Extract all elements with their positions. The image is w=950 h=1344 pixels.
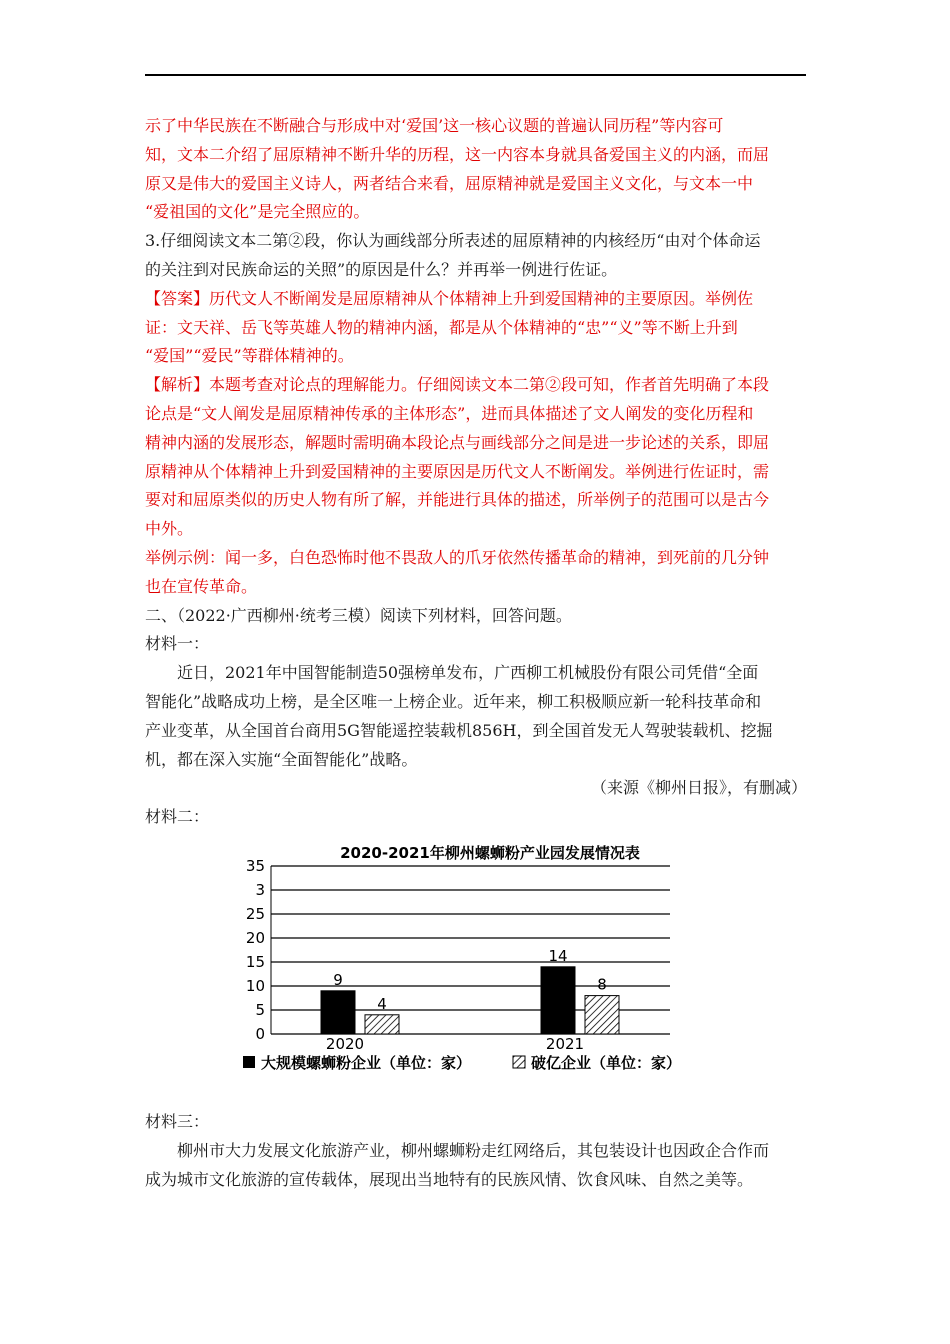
analysis-continuation-line-4: “爱祖国的文化”是完全照应的。 (145, 202, 370, 222)
example-line-2: 也在宣传革命。 (145, 576, 258, 596)
bar (365, 1015, 399, 1034)
analysis-line-6: 中外。 (145, 519, 194, 539)
analysis-continuation-line-2: 知，文本二介绍了屈原精神不断升华的历程，这一内容本身就具备爱国主义的内涵，而屈 (145, 144, 770, 164)
analysis-line-4: 原精神从个体精神上升到爱国精神的主要原因是历代文人不断阐发。举例进行佐证时，需 (145, 461, 770, 481)
y-tick-label: 15 (245, 952, 265, 971)
data-label: 14 (548, 946, 568, 965)
answer-line-3: “爱国”“爱民”等群体精神的。 (145, 346, 354, 366)
material-3-line-2: 成为城市文化旅游的宣传载体，展现出当地特有的民族风情、饮食风味、自然之美等。 (145, 1169, 754, 1189)
material-3-line-1: 柳州市大力发展文化旅游产业，柳州螺蛳粉走红网络后，其包装设计也因政企合作而 (177, 1140, 770, 1160)
data-label: 9 (333, 970, 343, 989)
y-tick-label: 5 (255, 1000, 265, 1019)
material-1-line-2: 智能化”战略成功上榜，是全区唯一上榜企业。近年来，柳工积极顺应新一轮科技革命和 (145, 691, 762, 711)
bar-chart (235, 840, 705, 1090)
material-1-line-1: 近日，2021年中国智能制造50强榜单发布，广西柳工机械股份有限公司凭借“全面 (177, 663, 759, 683)
header-rule (145, 74, 806, 76)
chart-title: 2020-2021年柳州螺蛳粉产业园发展情况表 (340, 843, 640, 862)
material-2-label: 材料二： (145, 807, 210, 827)
section-2-heading: 二、（2022·广西柳州·统考三模）阅读下列材料，回答问题。 (145, 605, 572, 625)
bar-chart-svg (235, 840, 705, 1090)
y-tick-label: 3 (255, 880, 265, 899)
y-tick-label: 20 (245, 928, 265, 947)
legend-label: 破亿企业（单位：家） (531, 1053, 682, 1072)
x-tick-label: 2021 (545, 1034, 585, 1053)
data-label: 8 (597, 975, 607, 994)
analysis-line-3: 精神内涵的发展形态，解题时需明确本段论点与画线部分之间是进一步论述的关系，即屈 (145, 432, 770, 452)
material-1-source: （来源《柳州日报》，有删减） (590, 778, 807, 798)
material-3-label: 材料三： (145, 1111, 210, 1131)
analysis-line-5: 要对和屈原类似的历史人物有所了解，并能进行具体的描述，所举例子的范围可以是古今 (145, 490, 770, 510)
y-tick-label: 35 (245, 856, 265, 875)
bar (321, 991, 355, 1034)
question-3-line-1: 3.仔细阅读文本二第②段，你认为画线部分所表述的屈原精神的内核经历“由对个体命运 (145, 231, 761, 251)
y-tick-label: 0 (255, 1024, 265, 1043)
material-1-line-3: 产业变革，从全国首台商用5G智能遥控装载机856H，到全国首发无人驾驶装载机、挖掘 (145, 720, 773, 740)
analysis-line-2: 论点是“文人阐发是屈原精神传承的主体形态”，进而具体描述了文人阐发的变化历程和 (145, 403, 754, 423)
x-tick-label: 2020 (325, 1034, 365, 1053)
bar (585, 996, 619, 1034)
y-tick-label: 10 (245, 976, 265, 995)
bar (541, 967, 575, 1034)
answer-line-1: 【答案】历代文人不断阐发是屈原精神从个体精神上升到爱国精神的主要原因。举例佐 (145, 288, 754, 308)
question-3-line-2: 的关注到对民族命运的关照”的原因是什么？并再举一例进行佐证。 (145, 259, 618, 279)
example-line-1: 举例示例：闻一多，白色恐怖时他不畏敌人的爪牙依然传播革命的精神，到死前的几分钟 (145, 547, 770, 567)
material-1-label: 材料一： (145, 634, 210, 654)
material-1-line-4: 机，都在深入实施“全面智能化”战略。 (145, 749, 418, 769)
answer-line-2: 证：文天祥、岳飞等英雄人物的精神内涵，都是从个体精神的“忠”“义”等不断上升到 (145, 317, 738, 337)
page-content (145, 112, 807, 1194)
legend-swatch-hatched (513, 1056, 525, 1068)
legend-swatch-solid (243, 1056, 255, 1068)
analysis-line-1: 【解析】本题考查对论点的理解能力。仔细阅读文本二第②段可知，作者首先明确了本段 (145, 375, 770, 395)
legend-label: 大规模螺蛳粉企业（单位：家） (261, 1053, 472, 1072)
analysis-continuation-line-3: 原又是伟大的爱国主义诗人，两者结合来看，屈原精神就是爱国主义文化，与文本一中 (145, 173, 754, 193)
data-label: 4 (377, 994, 387, 1013)
analysis-continuation-line-1: 示了中华民族在不断融合与形成中对‘爱国’这一核心议题的普遍认同历程”等内容可 (145, 116, 724, 135)
y-tick-label: 25 (245, 904, 265, 923)
